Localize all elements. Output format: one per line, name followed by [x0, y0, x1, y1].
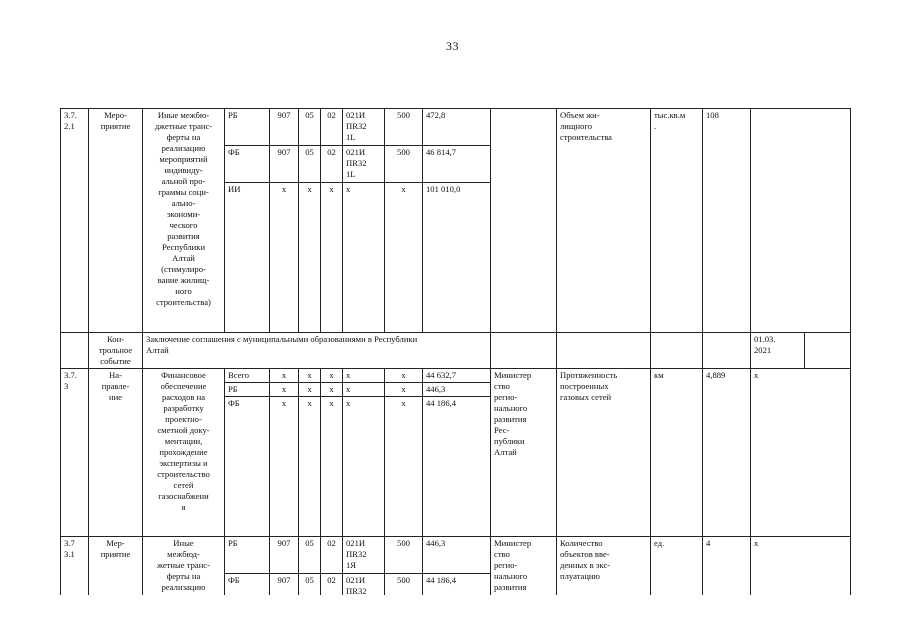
executor-cell	[491, 333, 557, 369]
control-event-text: Заключение соглашения с муниципальными образованиями в Республики Алтай	[143, 333, 491, 369]
grbs-code: 907	[270, 109, 299, 146]
target-article-code: х	[343, 369, 385, 383]
funding-source: РБ	[225, 537, 270, 574]
unit: ед.	[651, 537, 703, 596]
expense-type-code: 500	[385, 574, 423, 596]
amount: 446,3	[423, 537, 491, 574]
target-article-code: 021И ПR32 1L	[343, 146, 385, 183]
target-article-code: х	[343, 183, 385, 333]
unit	[651, 333, 703, 369]
empty-cell	[805, 333, 851, 369]
amount: 44 186,4	[423, 574, 491, 596]
row-title: Финансовое обеспечение расходов на разработку проектно- сметной доку- ментации, прохождение экспертизы и строительство сетей газоснабжени я	[143, 369, 225, 537]
row-number: 3.7. 2.1	[61, 109, 89, 333]
funding-source: РБ	[225, 383, 270, 397]
row-type: Мер- приятие	[89, 537, 143, 596]
term-cell: х	[751, 537, 851, 596]
amount: 44 632,7	[423, 369, 491, 383]
expense-type-code: 500	[385, 537, 423, 574]
amount: 472,8	[423, 109, 491, 146]
target-article-code: х	[343, 397, 385, 537]
subsection-code: 02	[321, 537, 343, 574]
unit: тыс.кв.м .	[651, 109, 703, 333]
amount: 44 186,4	[423, 397, 491, 537]
section-code: 05	[299, 146, 321, 183]
row-number: 3.7. 3	[61, 369, 89, 537]
row-title: Иные межбюд- жетные транс- ферты на реализацию	[143, 537, 225, 596]
subsection-code: 02	[321, 574, 343, 596]
executor: Министер ство регио- нального развития	[491, 537, 557, 596]
funding-source: ФБ	[225, 574, 270, 596]
section-code: 05	[299, 109, 321, 146]
amount: 101 010,0	[423, 183, 491, 333]
indicator: Количество объектов вве- денных в экс- плуатацию	[557, 537, 651, 596]
grbs-code: 907	[270, 574, 299, 596]
subsection-code: х	[321, 369, 343, 383]
grbs-code: х	[270, 183, 299, 333]
table-row	[61, 109, 851, 146]
grbs-code: х	[270, 369, 299, 383]
funding-source: ФБ	[225, 397, 270, 537]
expense-type-code: 500	[385, 146, 423, 183]
section-code: 05	[299, 537, 321, 574]
indicator: Объем жи- лищного строительства	[557, 109, 651, 333]
subsection-code: х	[321, 397, 343, 537]
program-table	[60, 108, 851, 595]
indicator-value	[703, 333, 751, 369]
indicator	[557, 333, 651, 369]
indicator: Протяженность построенных газовых сетей	[557, 369, 651, 537]
row-number: 3.7 3.1	[61, 537, 89, 596]
subsection-code: 02	[321, 109, 343, 146]
term-cell	[751, 109, 851, 333]
row-type: На- правле- ние	[89, 369, 143, 537]
grbs-code: 907	[270, 146, 299, 183]
subsection-code: х	[321, 183, 343, 333]
section-code: х	[299, 183, 321, 333]
row-number	[61, 333, 89, 369]
funding-source: ИИ	[225, 183, 270, 333]
row-type: Кон- трольное событие	[89, 333, 143, 369]
indicator-value: 108	[703, 109, 751, 333]
indicator-value: 4,889	[703, 369, 751, 537]
grbs-code: х	[270, 383, 299, 397]
funding-source: Всего	[225, 369, 270, 383]
section-code: х	[299, 369, 321, 383]
expense-type-code: х	[385, 383, 423, 397]
section-code: х	[299, 383, 321, 397]
funding-source: РБ	[225, 109, 270, 146]
row-title: Иные межбю- джетные транс- ферты на реализацию мероприятий индивиду- альной про- граммы соци- ально- экономи- ческого развития Республики Алтай (стимулиро- вание жилищ- ного строительства)	[143, 109, 225, 333]
control-event-date: 01.03. 2021	[751, 333, 805, 369]
unit: км	[651, 369, 703, 537]
subsection-code: х	[321, 383, 343, 397]
indicator-value: 4	[703, 537, 751, 596]
amount: 446,3	[423, 383, 491, 397]
expense-type-code: 500	[385, 109, 423, 146]
executor: Министер ство регио- нального развития Рес- публики Алтай	[491, 369, 557, 537]
funding-source: ФБ	[225, 146, 270, 183]
target-article-code: 021И ПR32	[343, 574, 385, 596]
target-article-code: 021И ПR32 1Я	[343, 537, 385, 574]
expense-type-code: х	[385, 369, 423, 383]
term-cell: х	[751, 369, 851, 537]
section-code: 05	[299, 574, 321, 596]
section-code: х	[299, 397, 321, 537]
expense-type-code: х	[385, 183, 423, 333]
page-number: 33	[446, 39, 459, 53]
target-article-code: х	[343, 383, 385, 397]
expense-type-code: х	[385, 397, 423, 537]
subsection-code: 02	[321, 146, 343, 183]
table-row	[61, 369, 851, 383]
executor-cell	[491, 109, 557, 333]
grbs-code: х	[270, 397, 299, 537]
amount: 46 814,7	[423, 146, 491, 183]
table-row	[61, 537, 851, 574]
table-row	[61, 333, 851, 369]
target-article-code: 021И ПR32 1L	[343, 109, 385, 146]
grbs-code: 907	[270, 537, 299, 574]
row-type: Меро- приятие	[89, 109, 143, 333]
